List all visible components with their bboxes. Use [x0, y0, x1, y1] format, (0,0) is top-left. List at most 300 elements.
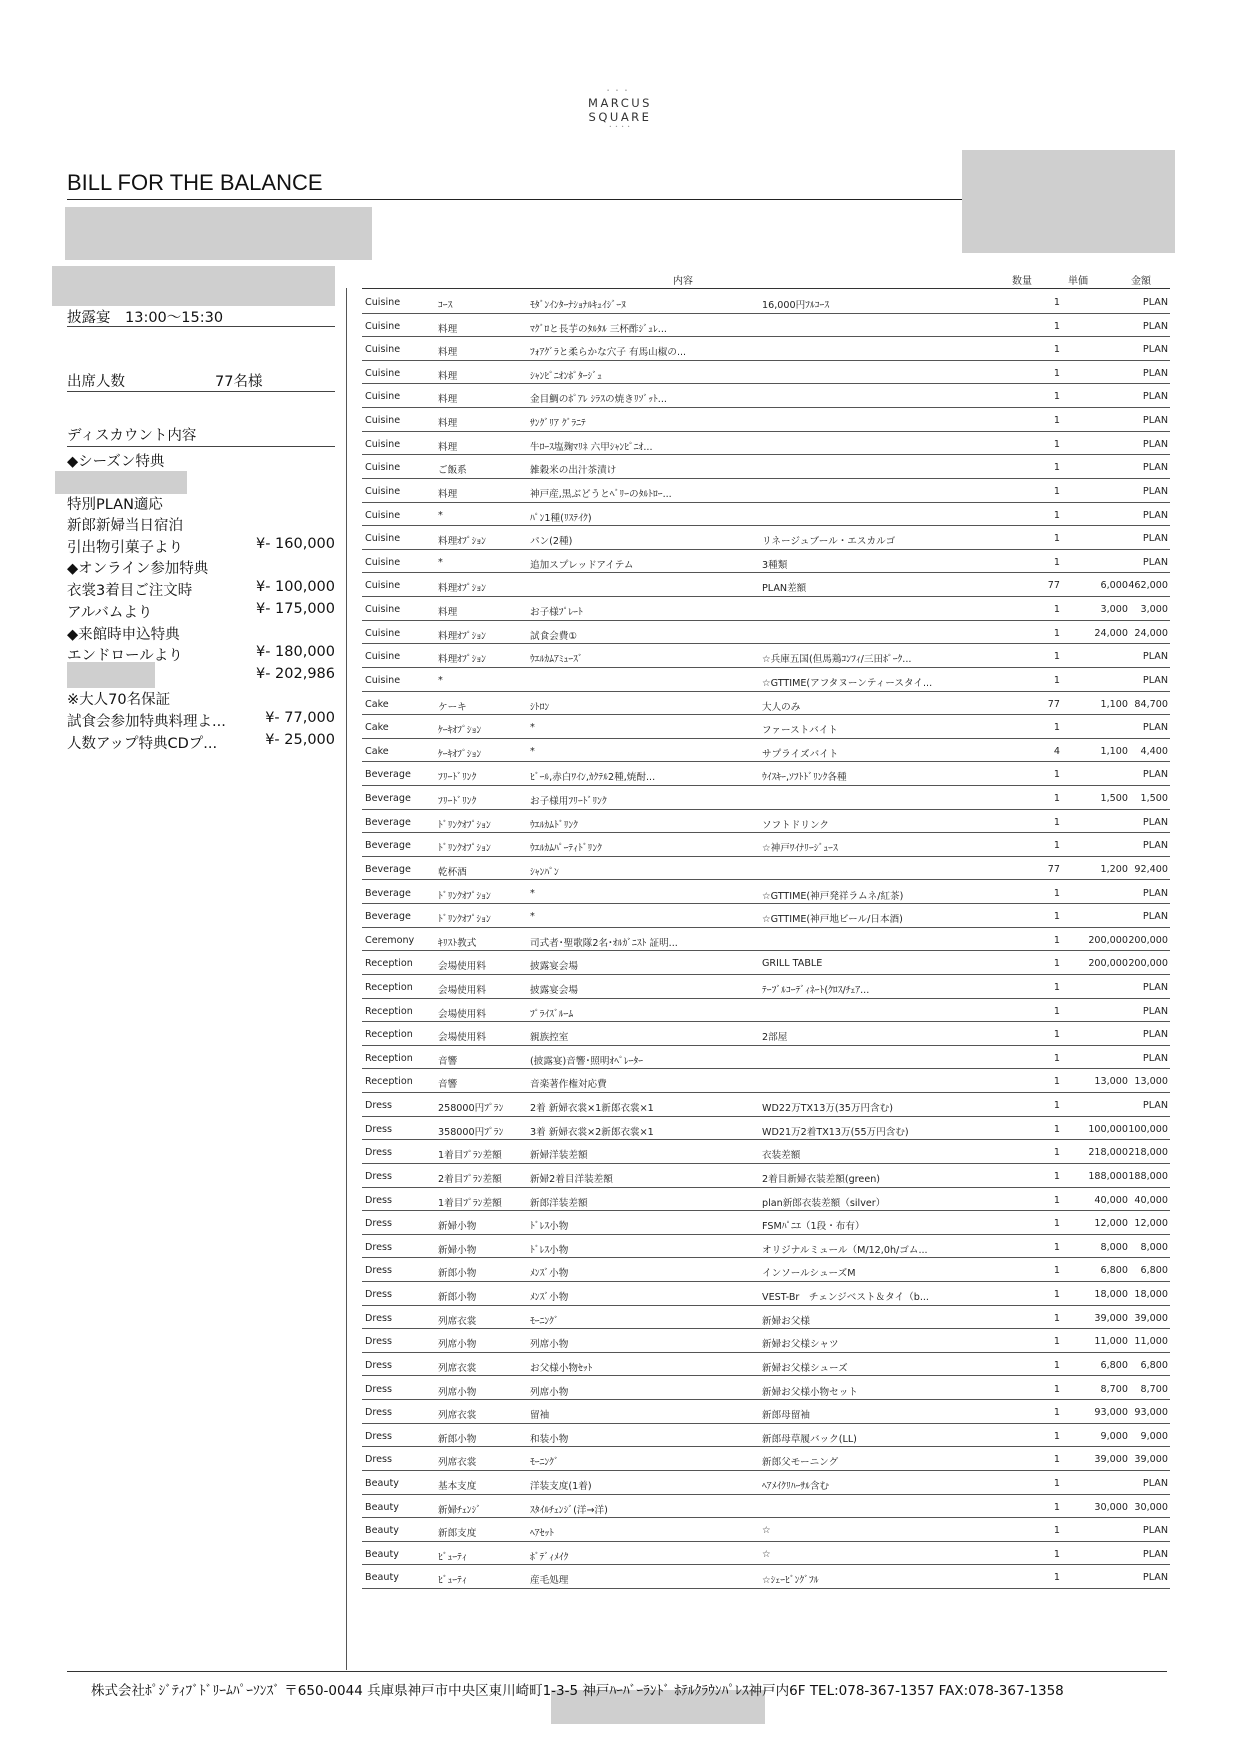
row-type: 会場使用料 — [438, 961, 486, 973]
row-category: Dress — [365, 1359, 393, 1371]
table-row — [362, 1069, 1170, 1093]
row-qty: 1 — [1053, 556, 1060, 568]
row-unit-price: 1,500 — [1100, 793, 1128, 805]
footer-divider — [67, 1671, 1167, 1672]
row-item: 神戸産,黒ぶどうとﾍﾞﾘｰのﾀﾙﾄﾛｰ... — [530, 488, 672, 500]
row-qty: 1 — [1053, 1501, 1060, 1513]
row-detail: 新婦お父様シャツ — [762, 1339, 839, 1351]
row-qty: 1 — [1053, 981, 1060, 993]
row-amount: PLAN — [1142, 1029, 1168, 1041]
row-item: ﾏｸﾞﾛと長芋のﾀﾙﾀﾙ 三杯酢ｼﾞｭﾚ... — [530, 323, 667, 335]
row-item: ﾋﾞｰﾙ,赤白ﾜｲﾝ,ｶｸﾃﾙ2種,焼酎... — [530, 772, 656, 784]
redacted-box-sidebar-2 — [67, 662, 155, 688]
header-amount: 金額 — [1131, 276, 1151, 287]
row-qty: 1 — [1053, 674, 1060, 686]
row-type: ｷﾘｽﾄ教式 — [438, 937, 477, 949]
row-category: Dress — [365, 1123, 393, 1135]
row-category: Cuisine — [365, 533, 401, 545]
discount-heading: ディスカウント内容 — [67, 428, 197, 444]
row-category: Dress — [365, 1218, 393, 1230]
table-row — [362, 1117, 1170, 1141]
row-amount: PLAN — [1142, 509, 1168, 521]
row-amount: PLAN — [1142, 722, 1168, 734]
discount-label: ◆シーズン特典 — [67, 454, 165, 470]
row-detail: 2部屋 — [762, 1032, 788, 1044]
discount-label: ※大人70名保証 — [67, 692, 171, 708]
row-type: 料理ｵﾌﾟｼｮﾝ — [438, 630, 486, 642]
row-amount: PLAN — [1142, 485, 1168, 497]
row-amount: PLAN — [1142, 769, 1168, 781]
row-qty: 1 — [1053, 958, 1060, 970]
row-qty: 1 — [1053, 911, 1060, 923]
header-unit: 単価 — [1068, 276, 1088, 287]
row-qty: 1 — [1053, 1194, 1060, 1206]
row-detail: 16,000円ﾌﾙｺｰｽ — [762, 300, 830, 311]
row-type: 新郎小物 — [438, 1268, 477, 1280]
discount-amount: ¥- 180,000 — [255, 644, 335, 660]
row-qty: 1 — [1053, 1548, 1060, 1560]
table-row — [362, 1424, 1170, 1448]
row-type: 料理 — [438, 607, 458, 619]
row-category: Beverage — [365, 816, 411, 828]
row-item: 司式者･聖歌隊2名･ｵﾙｶﾞﾆｽﾄ 証明... — [530, 937, 678, 949]
row-unit-price: 40,000 — [1094, 1194, 1128, 1206]
table-row — [362, 455, 1170, 479]
row-amount: 18,000 — [1134, 1289, 1168, 1301]
row-amount: PLAN — [1142, 391, 1168, 403]
row-type: 料理 — [438, 370, 458, 382]
row-unit-price: 11,000 — [1094, 1336, 1128, 1348]
row-qty: 1 — [1053, 887, 1060, 899]
row-category: Cuisine — [365, 367, 401, 379]
row-type: 料理 — [438, 418, 458, 430]
row-item: 3着 新婦衣裳×2新郎衣裳×1 — [530, 1126, 654, 1138]
guests-value: 77名様 — [215, 374, 263, 390]
row-category: Cuisine — [365, 580, 401, 592]
table-row — [362, 621, 1170, 645]
row-qty: 1 — [1053, 1005, 1060, 1017]
row-item: ｳｴﾙｶﾑﾄﾞﾘﾝｸ — [530, 819, 578, 831]
row-unit-price: 3,000 — [1100, 604, 1128, 616]
row-category: Beauty — [365, 1572, 399, 1584]
row-category: Cuisine — [365, 462, 401, 474]
row-type: ﾄﾞﾘﾝｸｵﾌﾟｼｮﾝ — [438, 914, 491, 926]
row-category: Beverage — [365, 863, 411, 875]
row-type: 258000円ﾌﾟﾗﾝ — [438, 1103, 504, 1115]
row-detail: GRILL TABLE — [762, 958, 823, 970]
row-type: 列席衣裳 — [438, 1457, 477, 1469]
discount-amount: ¥- 202,986 — [255, 666, 335, 682]
table-row — [362, 1400, 1170, 1424]
table-row — [362, 881, 1170, 905]
row-type: 会場使用料 — [438, 1032, 486, 1044]
table-row — [362, 479, 1170, 503]
row-qty: 1 — [1053, 1359, 1060, 1371]
redacted-box-date — [52, 266, 335, 306]
row-qty: 1 — [1053, 1076, 1060, 1088]
row-detail: WD22万TX13万(35万円含む) — [762, 1103, 893, 1115]
row-category: Dress — [365, 1100, 393, 1112]
discount-label: 衣裳3着目ご注文時 — [67, 583, 193, 599]
row-detail: ☆GTTIME(神戸発祥ラムネ/紅茶) — [762, 890, 904, 902]
row-item: 雑穀米の出汁茶漬け — [530, 465, 617, 477]
row-unit-price: 200,000 — [1088, 934, 1128, 946]
table-row — [362, 1306, 1170, 1330]
discount-amount: ¥- 175,000 — [255, 601, 335, 617]
row-qty: 1 — [1053, 816, 1060, 828]
row-type: ﾄﾞﾘﾝｸｵﾌﾟｼｮﾝ — [438, 819, 491, 831]
row-category: Reception — [365, 958, 413, 970]
row-amount: PLAN — [1142, 911, 1168, 923]
row-qty: 1 — [1053, 391, 1060, 403]
table-row — [362, 739, 1170, 763]
table-row — [362, 1495, 1170, 1519]
row-type: 会場使用料 — [438, 984, 486, 996]
table-row — [362, 526, 1170, 550]
row-amount: 13,000 — [1134, 1076, 1168, 1088]
row-item: * — [530, 722, 535, 734]
sidebar-rule-1 — [67, 326, 335, 327]
row-item: 洋装支度(1着) — [530, 1481, 592, 1492]
row-amount: 24,000 — [1134, 627, 1168, 639]
row-detail: 3種類 — [762, 559, 788, 571]
row-category: Cuisine — [365, 674, 401, 686]
row-qty: 1 — [1053, 297, 1060, 308]
table-row — [362, 1518, 1170, 1542]
logo-line-2: SQUARE — [588, 110, 652, 124]
row-item: ｻﾝｸﾞﾘｱ ｸﾞﾗﾆﾃ — [530, 418, 586, 430]
table-row — [362, 1140, 1170, 1164]
row-qty: 1 — [1053, 533, 1060, 545]
table-row — [362, 999, 1170, 1023]
row-item: 牛ﾛｰｽ塩麹ﾏﾘﾈ 六甲ｼｬﾝﾋﾟﾆｵ... — [530, 441, 653, 453]
row-qty: 1 — [1053, 1454, 1060, 1466]
row-qty: 1 — [1053, 769, 1060, 781]
row-item: * — [530, 911, 535, 923]
redacted-box-name — [65, 207, 372, 260]
row-qty: 1 — [1053, 509, 1060, 521]
row-qty: 1 — [1053, 651, 1060, 663]
row-item: 列席小物 — [530, 1339, 569, 1351]
row-category: Dress — [365, 1312, 393, 1324]
row-detail: 2着目新婦衣装差額(green) — [762, 1173, 881, 1185]
row-category: Cake — [365, 745, 389, 757]
row-qty: 1 — [1053, 1336, 1060, 1348]
table-row — [362, 337, 1170, 361]
row-amount: 93,000 — [1134, 1407, 1168, 1419]
row-category: Beauty — [365, 1501, 399, 1513]
row-unit-price: 24,000 — [1094, 627, 1128, 639]
table-row — [362, 432, 1170, 456]
row-category: Cuisine — [365, 344, 401, 356]
table-row — [362, 361, 1170, 385]
table-row — [362, 550, 1170, 574]
discount-label: 人数アップ特典CDプ... — [67, 736, 218, 752]
row-item: ｼﾄﾛﾝ — [530, 701, 550, 713]
row-qty: 1 — [1053, 1170, 1060, 1182]
table-row — [362, 1565, 1170, 1589]
row-unit-price: 39,000 — [1094, 1312, 1128, 1324]
row-amount: PLAN — [1142, 1572, 1168, 1584]
row-category: Cuisine — [365, 651, 401, 663]
document-title: BILL FOR THE BALANCE — [67, 170, 323, 195]
discount-label: 試食会参加特典料理よ... — [67, 714, 226, 730]
table-row — [362, 503, 1170, 527]
discount-label: ◆来館時申込特典 — [67, 627, 180, 643]
header-content: 内容 — [673, 276, 693, 287]
row-unit-price: 18,000 — [1094, 1289, 1128, 1301]
table-row — [362, 290, 1170, 314]
row-type: 1着目ﾌﾟﾗﾝ差額 — [438, 1197, 502, 1209]
row-unit-price: 200,000 — [1088, 958, 1128, 970]
row-unit-price: 6,800 — [1100, 1265, 1128, 1277]
discount-label: 新郎新婦当日宿泊 — [67, 518, 183, 534]
row-category: Cuisine — [365, 556, 401, 568]
row-qty: 77 — [1047, 698, 1060, 710]
row-type: 新婦ﾁｪﾝｼﾞ — [438, 1504, 482, 1516]
row-detail: ☆GTTIME(アフタヌーンティースタイ... — [762, 677, 933, 689]
row-unit-price: 9,000 — [1100, 1430, 1128, 1442]
row-type: 新婦小物 — [438, 1244, 477, 1256]
row-type: ｹｰｷｵﾌﾟｼｮﾝ — [438, 748, 482, 760]
row-detail: plan新郎衣装差額（silver） — [762, 1197, 886, 1209]
row-unit-price: 100,000 — [1088, 1123, 1128, 1135]
row-amount: PLAN — [1142, 651, 1168, 663]
row-amount: 8,000 — [1140, 1241, 1168, 1253]
row-amount: 200,000 — [1128, 958, 1168, 970]
row-detail: 新婦お父様小物セット — [762, 1386, 858, 1398]
row-detail: 新郎父モーニング — [762, 1457, 839, 1469]
row-item: 新婦洋装差額 — [530, 1150, 588, 1162]
discount-amount: ¥- 160,000 — [255, 536, 335, 552]
table-row — [362, 975, 1170, 999]
row-amount: 92,400 — [1134, 863, 1168, 875]
row-item: 列席小物 — [530, 1386, 569, 1398]
row-qty: 1 — [1053, 722, 1060, 734]
row-qty: 1 — [1053, 604, 1060, 616]
row-qty: 1 — [1053, 367, 1060, 379]
row-amount: 188,000 — [1128, 1170, 1168, 1182]
row-qty: 1 — [1053, 438, 1060, 450]
row-qty: 1 — [1053, 1147, 1060, 1159]
row-category: Dress — [365, 1454, 393, 1466]
row-type: 料理 — [438, 441, 458, 453]
row-amount: PLAN — [1142, 367, 1168, 379]
row-qty: 1 — [1053, 1218, 1060, 1230]
row-type: 会場使用料 — [438, 1008, 486, 1020]
row-type: 358000円ﾌﾟﾗﾝ — [438, 1126, 504, 1138]
row-unit-price: 6,000 — [1100, 580, 1128, 592]
discount-amount: ¥- 77,000 — [265, 710, 335, 726]
column-divider — [346, 288, 347, 1670]
table-row — [362, 951, 1170, 975]
row-amount: 84,700 — [1134, 698, 1168, 710]
row-amount: 100,000 — [1128, 1123, 1168, 1135]
table-row — [362, 1377, 1170, 1401]
row-type: ご飯系 — [438, 465, 467, 477]
row-detail: オリジナルミュール（M/12,0h/ゴム... — [762, 1244, 928, 1256]
row-type: 乾杯酒 — [438, 866, 467, 878]
table-row — [362, 1447, 1170, 1471]
table-row — [362, 904, 1170, 928]
row-detail: 大人のみ — [762, 701, 801, 713]
row-amount: PLAN — [1142, 1052, 1168, 1064]
row-type: 1着目ﾌﾟﾗﾝ差額 — [438, 1150, 502, 1162]
row-category: Beauty — [365, 1548, 399, 1560]
table-row — [362, 314, 1170, 338]
row-qty: 1 — [1053, 1383, 1060, 1395]
row-detail: PLAN差額 — [762, 583, 807, 595]
row-item: ﾒﾝｽﾞ小物 — [530, 1292, 569, 1304]
row-qty: 1 — [1053, 344, 1060, 356]
table-top-rule — [362, 288, 1170, 289]
row-detail: ☆ — [762, 1548, 771, 1560]
table-row — [362, 810, 1170, 834]
row-category: Ceremony — [365, 934, 415, 946]
row-category: Cuisine — [365, 320, 401, 332]
row-item: 留袖 — [530, 1410, 550, 1422]
row-qty: 1 — [1053, 1430, 1060, 1442]
table-row — [362, 1542, 1170, 1566]
row-amount: PLAN — [1142, 297, 1168, 308]
row-category: Cuisine — [365, 509, 401, 521]
row-item: ﾌｫｱｸﾞﾗと柔らかな穴子 有馬山椒の... — [530, 347, 687, 359]
row-amount: PLAN — [1142, 415, 1168, 427]
row-amount: PLAN — [1142, 438, 1168, 450]
row-type: ﾋﾞｭｰﾃｨ — [438, 1575, 467, 1587]
row-type: ﾌﾘｰﾄﾞﾘﾝｸ — [438, 772, 477, 784]
row-qty: 1 — [1053, 1572, 1060, 1584]
row-item: ﾓｰﾆﾝｸﾞ — [530, 1315, 559, 1327]
row-type: 料理ｵﾌﾟｼｮﾝ — [438, 583, 486, 595]
discount-label: エンドロールより — [67, 648, 183, 664]
row-type: ﾌﾘｰﾄﾞﾘﾝｸ — [438, 796, 477, 808]
row-item: パン(2種) — [530, 536, 573, 548]
row-qty: 1 — [1053, 1029, 1060, 1041]
row-category: Beverage — [365, 793, 411, 805]
row-category: Dress — [365, 1430, 393, 1442]
row-amount: PLAN — [1142, 674, 1168, 686]
row-type: ﾋﾞｭｰﾃｨ — [438, 1551, 467, 1563]
row-category: Beverage — [365, 769, 411, 781]
table-row — [362, 1471, 1170, 1495]
row-detail: ソフトドリンク — [762, 819, 829, 831]
row-detail: ﾍｱﾒｲｸﾘﾊｰｻﾙ含む — [762, 1481, 830, 1492]
table-row — [362, 857, 1170, 881]
table-row — [362, 1329, 1170, 1353]
table-row — [362, 1258, 1170, 1282]
logo-line-1: MARCUS — [588, 96, 652, 110]
row-unit-price: 218,000 — [1088, 1147, 1128, 1159]
table-row — [362, 408, 1170, 432]
row-type: 新郎小物 — [438, 1292, 477, 1304]
row-amount: PLAN — [1142, 533, 1168, 545]
row-item: 2着 新婦衣裳×1新郎衣裳×1 — [530, 1103, 654, 1115]
row-item: 音楽著作権対応費 — [530, 1079, 607, 1091]
row-item: 産毛処理 — [530, 1575, 569, 1587]
table-row — [362, 1046, 1170, 1070]
row-item: ﾍｱｾｯﾄ — [530, 1528, 554, 1540]
row-amount: 9,000 — [1140, 1430, 1168, 1442]
table-row — [362, 1235, 1170, 1259]
discount-label: 引出物引菓子より — [67, 540, 183, 556]
row-amount: 8,700 — [1140, 1383, 1168, 1395]
row-type: 新郎支度 — [438, 1528, 477, 1540]
row-type: * — [438, 674, 443, 686]
row-detail: サプライズバイト — [762, 748, 839, 760]
row-amount: 12,000 — [1134, 1218, 1168, 1230]
row-type: 基本支度 — [438, 1481, 477, 1492]
row-item: ﾒﾝｽﾞ小物 — [530, 1268, 569, 1280]
row-qty: 1 — [1053, 462, 1060, 474]
row-item: お子様用ﾌﾘｰﾄﾞﾘﾝｸ — [530, 796, 607, 808]
row-amount: 4,400 — [1140, 745, 1168, 757]
row-amount: PLAN — [1142, 840, 1168, 852]
row-category: Reception — [365, 1076, 413, 1088]
row-qty: 77 — [1047, 580, 1060, 592]
row-type: ｺｰｽ — [438, 300, 453, 311]
row-category: Cuisine — [365, 485, 401, 497]
table-row — [362, 1022, 1170, 1046]
row-detail: ｳｲｽｷｰ,ｿﾌﾄﾄﾞﾘﾝｸ各種 — [762, 772, 847, 784]
row-type: 列席衣裳 — [438, 1362, 477, 1374]
table-row — [362, 1164, 1170, 1188]
row-item: * — [530, 745, 535, 757]
row-detail: インソールシューズM — [762, 1268, 856, 1280]
row-unit-price: 1,200 — [1100, 863, 1128, 875]
row-amount: PLAN — [1142, 887, 1168, 899]
row-amount: 6,800 — [1140, 1265, 1168, 1277]
row-item: ｼｬﾝﾋﾟﾆｵﾝﾎﾟﾀｰｼﾞｭ — [530, 370, 602, 382]
row-type: ﾄﾞﾘﾝｸｵﾌﾟｼｮﾝ — [438, 890, 491, 902]
row-type: ｹｰｷｵﾌﾟｼｮﾝ — [438, 725, 482, 737]
table-row — [362, 786, 1170, 810]
row-item: 披露宴会場 — [530, 984, 578, 996]
row-detail: ☆兵庫五国(但馬鶏ｺﾝﾌｨ/三田ﾎﾟｰｸ... — [762, 654, 912, 666]
row-item: ﾌﾟﾗｲｽﾞﾙｰﾑ — [530, 1008, 574, 1020]
row-type: * — [438, 509, 443, 521]
row-type: 2着目ﾌﾟﾗﾝ差額 — [438, 1173, 502, 1185]
row-amount: 11,000 — [1134, 1336, 1168, 1348]
table-row — [362, 644, 1170, 668]
row-unit-price: 8,000 — [1100, 1241, 1128, 1253]
row-type: 料理ｵﾌﾟｼｮﾝ — [438, 536, 486, 548]
header-qty: 数量 — [1012, 276, 1032, 287]
row-qty: 1 — [1053, 1052, 1060, 1064]
row-item: ﾄﾞﾚｽ小物 — [530, 1221, 569, 1233]
row-item: ﾓｰﾆﾝｸﾞ — [530, 1457, 559, 1469]
row-item: ｼｬﾝﾊﾟﾝ — [530, 866, 559, 878]
row-unit-price: 39,000 — [1094, 1454, 1128, 1466]
row-type: 列席小物 — [438, 1386, 477, 1398]
row-category: Beverage — [365, 840, 411, 852]
row-amount: PLAN — [1142, 344, 1168, 356]
row-unit-price: 13,000 — [1094, 1076, 1128, 1088]
row-category: Cake — [365, 698, 389, 710]
row-type: 料理 — [438, 488, 458, 500]
row-category: Beauty — [365, 1525, 399, 1537]
row-qty: 1 — [1053, 793, 1060, 805]
row-amount: PLAN — [1142, 462, 1168, 474]
company-footer: 株式会社ﾎﾟｼﾞﾃｨﾌﾞﾄﾞﾘｰﾑﾊﾟｰｿﾝｽﾞ 〒650-0044 兵庫県神戸市中央区東川崎町1-3-5 神戸ﾊｰﾊﾞｰﾗﾝﾄﾞ ﾎﾃﾙｸﾗｳﾝﾊﾟﾚｽ神戸内6F TEL:078-367-1357 FAX:078-367-1358 — [91, 1683, 1064, 1699]
row-qty: 1 — [1053, 1265, 1060, 1277]
row-item: ﾓﾀﾞﾝｲﾝﾀｰﾅｼｮﾅﾙｷｭｲｼﾞｰﾇ — [530, 300, 626, 311]
row-item: 新婦2着目洋装差額 — [530, 1173, 613, 1185]
row-category: Dress — [365, 1265, 393, 1277]
title-divider — [67, 199, 962, 200]
row-type: 列席衣裳 — [438, 1315, 477, 1327]
row-type: 新婦小物 — [438, 1221, 477, 1233]
